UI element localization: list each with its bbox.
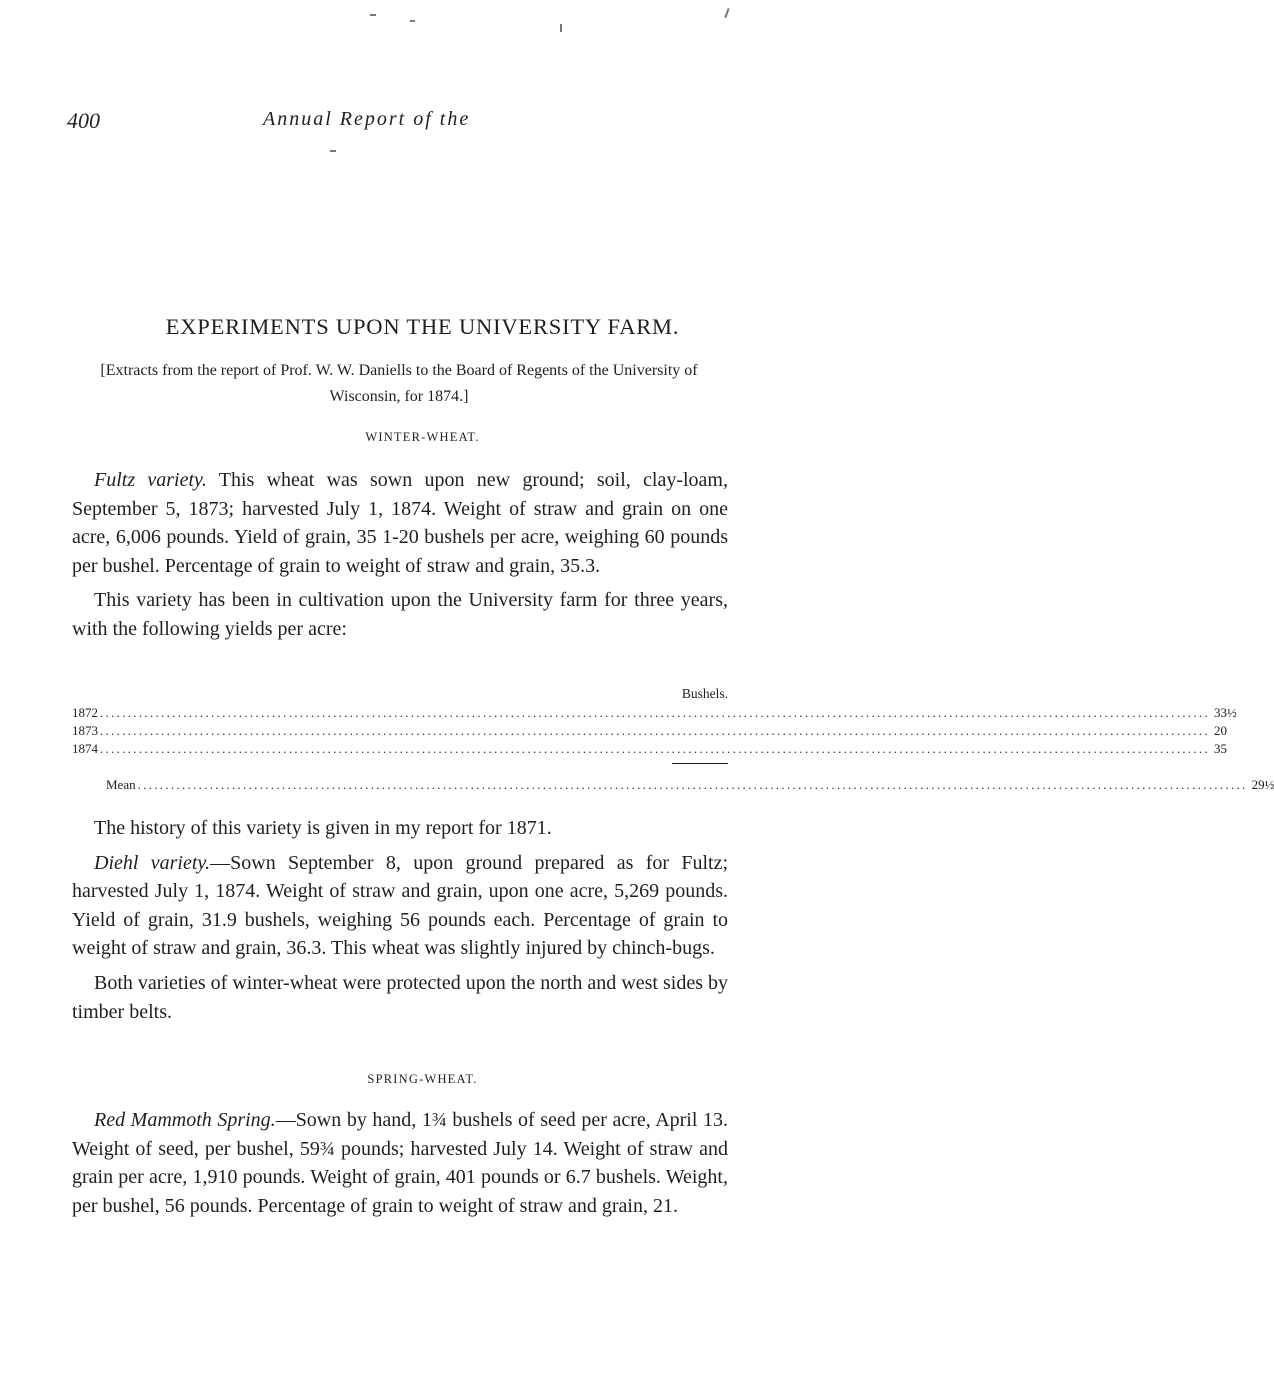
print-speck <box>370 14 376 16</box>
yield-value: 35 <box>1214 741 1227 756</box>
winter-wheat-section-continued <box>72 814 728 1032</box>
total-rule <box>672 763 728 764</box>
running-head <box>67 108 727 138</box>
protection-paragraph: Both varieties of winter-wheat were protected upon the north and west sides by timber belts. <box>72 971 728 1023</box>
red-mammoth-text: —Sown by hand, 1¾ bushels of seed per acre, April 13. Weight of seed, per bushel, 59¾ pounds; harvested July 14. Weight of straw and grain per acre, 1,910 pounds. Weight of grain, 401 pounds or 6.7 bushels. Weight, per bushel, 56 pounds. Percentage of grain to weight of straw and grain, 21. <box>72 1109 728 1217</box>
yield-row <box>72 740 1227 758</box>
mean-label: Mean <box>106 777 136 792</box>
yield-value: 33½ <box>1214 705 1237 720</box>
print-speck <box>560 24 562 32</box>
fultz-text: This wheat was sown upon new ground; soil, clay-loam, September 5, 1873; harvested July 1, 1874. Weight of straw and grain on one acre, 6,006 pounds. Yield of grain, 35 1-20 bushels per acre, weighing 60 pounds per bushel. Percentage of grain to weight of straw and grain, 35.3. <box>72 469 728 577</box>
history-paragraph: The history of this variety is given in my report for 1871. <box>94 817 552 839</box>
cultivation-paragraph: This variety has been in cultivation upon the University farm for three years, with the following yields per acre: <box>72 589 728 640</box>
print-speck <box>410 20 415 22</box>
running-title: Annual Report of the <box>263 108 471 130</box>
fultz-variety-name: Fultz variety. <box>94 469 207 491</box>
mean-value: 29½ <box>1251 777 1274 792</box>
leader-dots: ........................................................................................................................................................................................................ <box>100 723 1210 738</box>
leader-dots: ........................................................................................................................................................................................................ <box>100 705 1210 720</box>
yield-table <box>72 684 1274 794</box>
yield-mean-row <box>72 776 1274 794</box>
yield-year: 1873 <box>72 723 98 738</box>
winter-wheat-section <box>72 466 728 650</box>
spring-wheat-section <box>72 1106 728 1226</box>
yield-year: 1874 <box>72 741 98 756</box>
fultz-paragraph <box>72 466 728 580</box>
print-speck <box>330 150 336 152</box>
red-mammoth-variety-name: Red Mammoth Spring. <box>94 1109 276 1131</box>
leader-dots: ........................................................................................................................................................................................................ <box>137 777 1248 792</box>
yield-value: 20 <box>1214 723 1227 738</box>
diehl-variety-name: Diehl variety. <box>94 851 211 874</box>
yield-row <box>72 704 1237 722</box>
article-title: EXPERIMENTS UPON THE UNIVERSITY FARM. <box>165 314 680 339</box>
red-mammoth-paragraph <box>72 1106 728 1220</box>
extract-note: [Extracts from the report of Prof. W. W. Daniells to the Board of Regents of the University of Wisconsin, for 1874.] <box>100 362 698 405</box>
page-number: 400 <box>67 108 100 133</box>
yield-unit-header: Bushels. <box>681 686 728 701</box>
diehl-paragraph <box>72 849 728 963</box>
diehl-text: —Sown September 8, upon ground prepared as for Fultz; harvested July 1, 1874. Weight of straw and grain, upon one acre, 5,269 pounds. Yield of grain, 31.9 bushels, weighing 56 pounds each. Percentage of grain to weight of straw and grain, 36.3. This wheat was slightly injured by chinch-bugs. <box>72 851 728 960</box>
leader-dots: ........................................................................................................................................................................................................ <box>100 741 1210 756</box>
yield-year: 1872 <box>72 705 98 720</box>
yield-row <box>72 722 1227 740</box>
print-speck <box>724 8 729 18</box>
winter-wheat-heading: WINTER-WHEAT. <box>365 430 480 444</box>
spring-wheat-heading: SPRING-WHEAT. <box>367 1072 478 1086</box>
